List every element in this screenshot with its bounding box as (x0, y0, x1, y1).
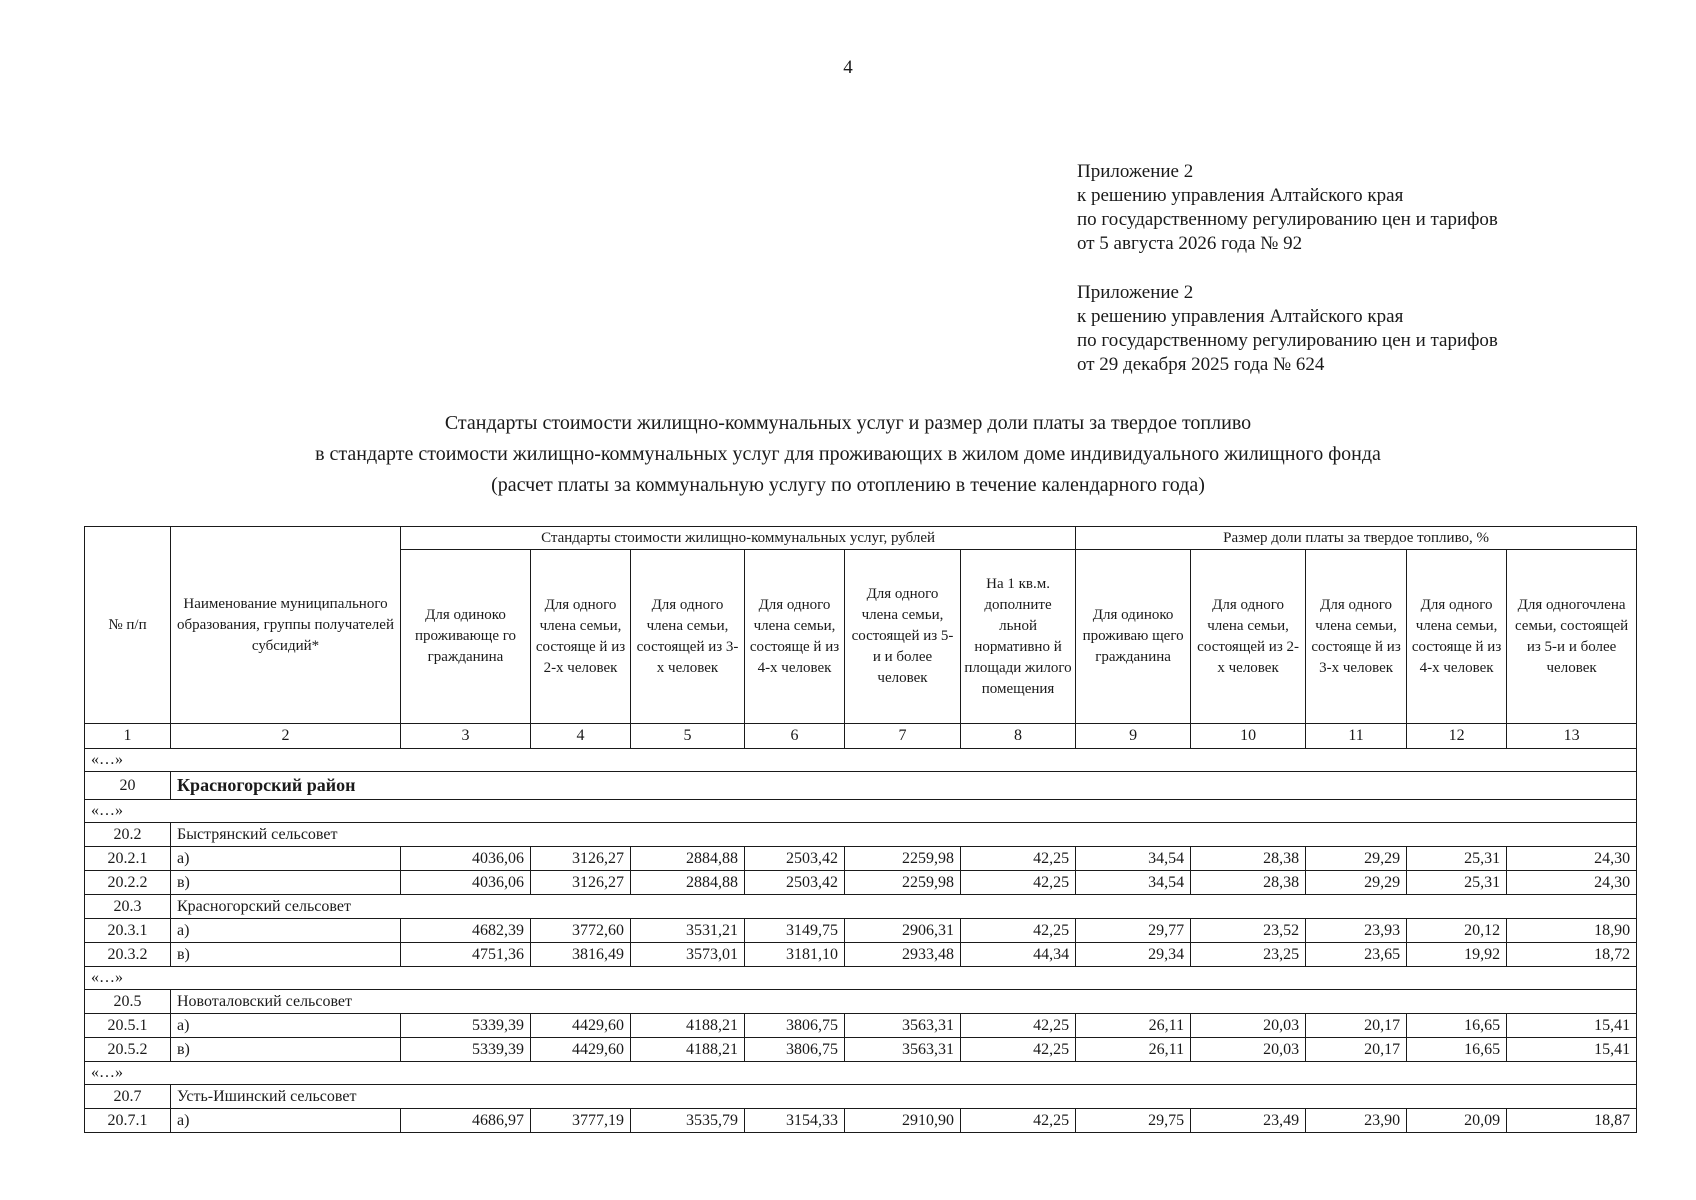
header-standards: Стандарты стоимости жилищно-коммунальных услуг, рублей (401, 527, 1076, 550)
column-number-cell: 9 (1076, 724, 1191, 749)
district-row (85, 772, 1637, 800)
row-label: в) (171, 871, 401, 895)
column-header: Для одного члена семьи, состояще й из 4-х человек (1407, 550, 1507, 724)
value-cell: 15,41 (1507, 1038, 1637, 1062)
value-cell: 29,34 (1076, 943, 1191, 967)
value-cell: 20,03 (1191, 1014, 1306, 1038)
value-cell: 20,09 (1407, 1109, 1507, 1133)
value-cell: 29,75 (1076, 1109, 1191, 1133)
column-number-cell: 3 (401, 724, 531, 749)
value-cell: 42,25 (961, 871, 1076, 895)
value-cell: 16,65 (1407, 1038, 1507, 1062)
value-cell: 24,30 (1507, 847, 1637, 871)
value-cell: 3154,33 (745, 1109, 845, 1133)
value-cell: 20,17 (1306, 1014, 1407, 1038)
ellipsis-row (85, 967, 1637, 990)
group-row (85, 823, 1637, 847)
column-number-cell: 6 (745, 724, 845, 749)
annex-original (1077, 281, 1498, 377)
annex-original-line4: от 29 декабря 2025 года № 624 (1077, 354, 1325, 375)
table-row (85, 943, 1637, 967)
value-cell: 4036,06 (401, 847, 531, 871)
annex-current (1077, 160, 1498, 256)
standards-table (84, 526, 1637, 1133)
value-cell: 3149,75 (745, 919, 845, 943)
annex-original-line3: по государственному регулированию цен и тарифов (1077, 330, 1498, 351)
annex-current-line4: от 5 августа 2026 года № 92 (1077, 233, 1303, 254)
row-index: 20.2.2 (85, 871, 171, 895)
value-cell: 3126,27 (531, 847, 631, 871)
value-cell: 4686,97 (401, 1109, 531, 1133)
column-header: Для одного члена семьи, состояще й из 4-х человек (745, 550, 845, 724)
page-number: 4 (843, 57, 853, 78)
document-title (0, 408, 1696, 501)
value-cell: 4751,36 (401, 943, 531, 967)
value-cell: 5339,39 (401, 1038, 531, 1062)
annex-current-line3: по государственному регулированию цен и тарифов (1077, 209, 1498, 230)
row-label: в) (171, 943, 401, 967)
annex-current-line2: к решению управления Алтайского края (1077, 185, 1404, 206)
group-index: 20.3 (85, 895, 171, 919)
row-index: 20.2.1 (85, 847, 171, 871)
column-number-row (85, 724, 1637, 749)
value-cell: 4429,60 (531, 1038, 631, 1062)
value-cell: 2933,48 (845, 943, 961, 967)
row-label: а) (171, 1109, 401, 1133)
row-index: 20.5.2 (85, 1038, 171, 1062)
column-header: Для одного члена семьи, состоящей из 5-и и более человек (845, 550, 961, 724)
value-cell: 2884,88 (631, 871, 745, 895)
value-cell: 23,25 (1191, 943, 1306, 967)
value-cell: 3126,27 (531, 871, 631, 895)
title-line2: в стандарте стоимости жилищно-коммунальных услуг для проживающих в жилом доме индивидуального жилищного фонда (315, 443, 1381, 465)
value-cell: 3531,21 (631, 919, 745, 943)
value-cell: 3816,49 (531, 943, 631, 967)
column-header: Для одного члена семьи, состояще й из 3-х человек (1306, 550, 1407, 724)
value-cell: 23,49 (1191, 1109, 1306, 1133)
value-cell: 4188,21 (631, 1014, 745, 1038)
value-cell: 3806,75 (745, 1014, 845, 1038)
value-cell: 42,25 (961, 1014, 1076, 1038)
group-index: 20.5 (85, 990, 171, 1014)
column-header: На 1 кв.м. дополните льной нормативно й площади жилого помещения (961, 550, 1076, 724)
ellipsis-row (85, 749, 1637, 772)
row-index: 20.7.1 (85, 1109, 171, 1133)
value-cell: 19,92 (1407, 943, 1507, 967)
value-cell: 2884,88 (631, 847, 745, 871)
table-row (85, 1038, 1637, 1062)
value-cell: 18,90 (1507, 919, 1637, 943)
value-cell: 4036,06 (401, 871, 531, 895)
value-cell: 4429,60 (531, 1014, 631, 1038)
value-cell: 29,77 (1076, 919, 1191, 943)
column-number-cell: 1 (85, 724, 171, 749)
value-cell: 24,30 (1507, 871, 1637, 895)
value-cell: 26,11 (1076, 1038, 1191, 1062)
value-cell: 15,41 (1507, 1014, 1637, 1038)
title-line1: Стандарты стоимости жилищно-коммунальных услуг и размер доли платы за твердое топливо (444, 412, 1252, 434)
table-row (85, 1109, 1637, 1133)
value-cell: 25,31 (1407, 871, 1507, 895)
column-number-cell: 12 (1407, 724, 1507, 749)
value-cell: 20,12 (1407, 919, 1507, 943)
column-number-cell: 13 (1507, 724, 1637, 749)
group-row (85, 1085, 1637, 1109)
row-index: 20.3.1 (85, 919, 171, 943)
table-row (85, 919, 1637, 943)
value-cell: 34,54 (1076, 847, 1191, 871)
ellipsis-cell: «…» (85, 800, 1637, 823)
column-number-cell: 11 (1306, 724, 1407, 749)
ellipsis-row (85, 800, 1637, 823)
value-cell: 3563,31 (845, 1014, 961, 1038)
column-number-cell: 4 (531, 724, 631, 749)
value-cell: 23,93 (1306, 919, 1407, 943)
value-cell: 28,38 (1191, 871, 1306, 895)
header-fuel: Размер доли платы за твердое топливо, % (1076, 527, 1637, 550)
table-row (85, 847, 1637, 871)
column-number-cell: 7 (845, 724, 961, 749)
column-number-cell: 8 (961, 724, 1076, 749)
value-cell: 2910,90 (845, 1109, 961, 1133)
ellipsis-cell: «…» (85, 1062, 1637, 1085)
row-index: 20.5.1 (85, 1014, 171, 1038)
value-cell: 4188,21 (631, 1038, 745, 1062)
value-cell: 5339,39 (401, 1014, 531, 1038)
column-header: Для одногочлена семьи, состоящей из 5-и и более человек (1507, 550, 1637, 724)
table-body (85, 724, 1637, 1133)
value-cell: 20,03 (1191, 1038, 1306, 1062)
value-cell: 42,25 (961, 919, 1076, 943)
value-cell: 29,29 (1306, 871, 1407, 895)
value-cell: 3772,60 (531, 919, 631, 943)
row-label: а) (171, 919, 401, 943)
column-number-cell: 2 (171, 724, 401, 749)
column-number-cell: 5 (631, 724, 745, 749)
value-cell: 3806,75 (745, 1038, 845, 1062)
row-label: а) (171, 1014, 401, 1038)
column-header: Для одного члена семьи, состояще й из 2-х человек (531, 550, 631, 724)
value-cell: 23,65 (1306, 943, 1407, 967)
district-name: Красногорский район (171, 772, 1637, 800)
column-header: Для одного члена семьи, состоящей из 3-х человек (631, 550, 745, 724)
group-row (85, 990, 1637, 1014)
value-cell: 23,90 (1306, 1109, 1407, 1133)
annex-current-line1: Приложение 2 (1077, 161, 1194, 182)
group-row (85, 895, 1637, 919)
row-index: 20.3.2 (85, 943, 171, 967)
value-cell: 4682,39 (401, 919, 531, 943)
group-index: 20.7 (85, 1085, 171, 1109)
group-index: 20.2 (85, 823, 171, 847)
value-cell: 2503,42 (745, 871, 845, 895)
annex-original-line2: к решению управления Алтайского края (1077, 306, 1404, 327)
value-cell: 18,72 (1507, 943, 1637, 967)
value-cell: 2906,31 (845, 919, 961, 943)
header-name: Наименование муниципального образования, группы получателей субсидий* (171, 527, 401, 724)
title-line3: (расчет платы за коммунальную услугу по отоплению в течение календарного года) (491, 474, 1205, 496)
value-cell: 34,54 (1076, 871, 1191, 895)
value-cell: 3535,79 (631, 1109, 745, 1133)
value-cell: 42,25 (961, 1109, 1076, 1133)
value-cell: 18,87 (1507, 1109, 1637, 1133)
value-cell: 42,25 (961, 847, 1076, 871)
value-cell: 2259,98 (845, 871, 961, 895)
value-cell: 44,34 (961, 943, 1076, 967)
value-cell: 20,17 (1306, 1038, 1407, 1062)
value-cell: 42,25 (961, 1038, 1076, 1062)
value-cell: 2503,42 (745, 847, 845, 871)
district-index: 20 (85, 772, 171, 800)
value-cell: 3181,10 (745, 943, 845, 967)
value-cell: 23,52 (1191, 919, 1306, 943)
column-header: Для одиноко проживающе го гражданина (401, 550, 531, 724)
column-header: Для одного члена семьи, состоящей из 2-х человек (1191, 550, 1306, 724)
annex-original-line1: Приложение 2 (1077, 282, 1194, 303)
value-cell: 3563,31 (845, 1038, 961, 1062)
row-label: а) (171, 847, 401, 871)
column-number-cell: 10 (1191, 724, 1306, 749)
value-cell: 3777,19 (531, 1109, 631, 1133)
group-name: Красногорский сельсовет (171, 895, 1637, 919)
value-cell: 3573,01 (631, 943, 745, 967)
group-name: Новоталовский сельсовет (171, 990, 1637, 1014)
group-name: Быстрянский сельсовет (171, 823, 1637, 847)
column-header: Для одиноко проживаю щего гражданина (1076, 550, 1191, 724)
ellipsis-cell: «…» (85, 967, 1637, 990)
value-cell: 25,31 (1407, 847, 1507, 871)
table-row (85, 1014, 1637, 1038)
table-row (85, 871, 1637, 895)
value-cell: 2259,98 (845, 847, 961, 871)
value-cell: 29,29 (1306, 847, 1407, 871)
value-cell: 26,11 (1076, 1014, 1191, 1038)
group-name: Усть-Ишинский сельсовет (171, 1085, 1637, 1109)
ellipsis-row (85, 1062, 1637, 1085)
value-cell: 28,38 (1191, 847, 1306, 871)
value-cell: 16,65 (1407, 1014, 1507, 1038)
ellipsis-cell: «…» (85, 749, 1637, 772)
header-num: № п/п (85, 527, 171, 724)
row-label: в) (171, 1038, 401, 1062)
